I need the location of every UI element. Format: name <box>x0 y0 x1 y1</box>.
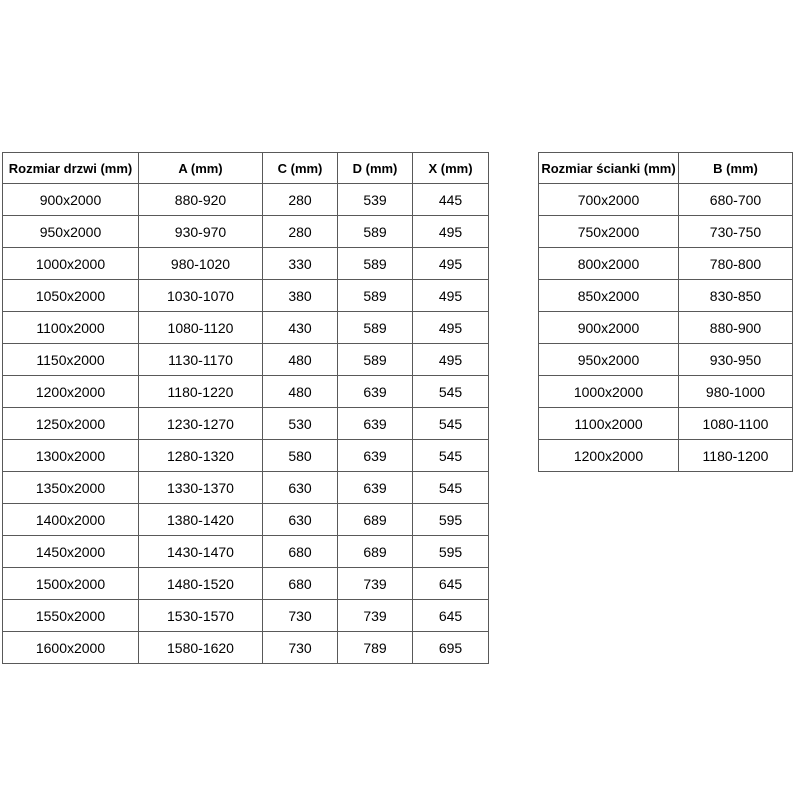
column-header: C (mm) <box>263 153 338 184</box>
table-cell: 1080-1120 <box>139 312 263 344</box>
table-row <box>3 280 489 312</box>
table-cell: 630 <box>263 472 338 504</box>
table-cell: 1580-1620 <box>139 632 263 664</box>
table-cell: 280 <box>263 216 338 248</box>
table-row <box>539 184 793 216</box>
table-cell: 1000x2000 <box>3 248 139 280</box>
table-cell: 1250x2000 <box>3 408 139 440</box>
table-cell: 1480-1520 <box>139 568 263 600</box>
table-cell: 1080-1100 <box>679 408 793 440</box>
table-cell: 780-800 <box>679 248 793 280</box>
table-cell: 950x2000 <box>539 344 679 376</box>
table-row <box>3 312 489 344</box>
column-header: Rozmiar drzwi (mm) <box>3 153 139 184</box>
table-row <box>3 376 489 408</box>
table-row <box>3 344 489 376</box>
table-row <box>3 600 489 632</box>
table-cell: 495 <box>413 312 489 344</box>
table-cell: 589 <box>338 344 413 376</box>
table-row <box>3 504 489 536</box>
table-cell: 430 <box>263 312 338 344</box>
table-cell: 595 <box>413 504 489 536</box>
table-cell: 645 <box>413 568 489 600</box>
table-cell: 1230-1270 <box>139 408 263 440</box>
table-cell: 1450x2000 <box>3 536 139 568</box>
table-cell: 445 <box>413 184 489 216</box>
table-cell: 1530-1570 <box>139 600 263 632</box>
table-cell: 545 <box>413 472 489 504</box>
wall-sizes-table <box>538 152 793 472</box>
table-row <box>3 472 489 504</box>
table-cell: 730 <box>263 600 338 632</box>
column-header: X (mm) <box>413 153 489 184</box>
table-cell: 1100x2000 <box>3 312 139 344</box>
table-cell: 280 <box>263 184 338 216</box>
table-row <box>539 376 793 408</box>
table-cell: 1400x2000 <box>3 504 139 536</box>
table-cell: 589 <box>338 216 413 248</box>
table-cell: 800x2000 <box>539 248 679 280</box>
table-cell: 950x2000 <box>3 216 139 248</box>
table-cell: 680-700 <box>679 184 793 216</box>
table-cell: 880-900 <box>679 312 793 344</box>
column-header: Rozmiar ścianki (mm) <box>539 153 679 184</box>
table-cell: 639 <box>338 408 413 440</box>
table-cell: 1280-1320 <box>139 440 263 472</box>
table-row <box>539 408 793 440</box>
table-cell: 689 <box>338 536 413 568</box>
table-cell: 880-920 <box>139 184 263 216</box>
table-cell: 495 <box>413 248 489 280</box>
header-row <box>539 153 793 184</box>
table-cell: 1050x2000 <box>3 280 139 312</box>
table-cell: 739 <box>338 600 413 632</box>
table-cell: 900x2000 <box>3 184 139 216</box>
table-cell: 639 <box>338 440 413 472</box>
table-cell: 1200x2000 <box>3 376 139 408</box>
door-sizes-table <box>2 152 489 664</box>
table-cell: 680 <box>263 536 338 568</box>
table-cell: 1430-1470 <box>139 536 263 568</box>
table-row <box>3 408 489 440</box>
table-row <box>3 632 489 664</box>
table-row <box>539 216 793 248</box>
table-cell: 580 <box>263 440 338 472</box>
table-row <box>539 312 793 344</box>
table-row <box>539 280 793 312</box>
table-cell: 495 <box>413 344 489 376</box>
column-header: B (mm) <box>679 153 793 184</box>
table-row <box>3 248 489 280</box>
table-cell: 380 <box>263 280 338 312</box>
table-cell: 1350x2000 <box>3 472 139 504</box>
column-header: A (mm) <box>139 153 263 184</box>
table-cell: 980-1020 <box>139 248 263 280</box>
table-cell: 1000x2000 <box>539 376 679 408</box>
table-cell: 1380-1420 <box>139 504 263 536</box>
table-cell: 1600x2000 <box>3 632 139 664</box>
table-cell: 695 <box>413 632 489 664</box>
table-cell: 545 <box>413 440 489 472</box>
table-cell: 480 <box>263 376 338 408</box>
table-cell: 495 <box>413 280 489 312</box>
wall-sizes-table-body <box>539 184 793 472</box>
table-cell: 1200x2000 <box>539 440 679 472</box>
table-cell: 689 <box>338 504 413 536</box>
table-cell: 1330-1370 <box>139 472 263 504</box>
table-cell: 850x2000 <box>539 280 679 312</box>
table-row <box>3 440 489 472</box>
table-row <box>3 536 489 568</box>
table-cell: 480 <box>263 344 338 376</box>
column-header: D (mm) <box>338 153 413 184</box>
table-cell: 495 <box>413 216 489 248</box>
table-cell: 639 <box>338 376 413 408</box>
table-cell: 530 <box>263 408 338 440</box>
table-cell: 1130-1170 <box>139 344 263 376</box>
table-cell: 900x2000 <box>539 312 679 344</box>
table-row <box>3 568 489 600</box>
table-cell: 930-950 <box>679 344 793 376</box>
table-row <box>539 344 793 376</box>
table-cell: 539 <box>338 184 413 216</box>
table-cell: 630 <box>263 504 338 536</box>
table-cell: 730 <box>263 632 338 664</box>
table-row <box>539 440 793 472</box>
table-cell: 1500x2000 <box>3 568 139 600</box>
table-cell: 545 <box>413 408 489 440</box>
table-cell: 1180-1200 <box>679 440 793 472</box>
table-cell: 830-850 <box>679 280 793 312</box>
table-cell: 1150x2000 <box>3 344 139 376</box>
table-cell: 1550x2000 <box>3 600 139 632</box>
table-row <box>539 248 793 280</box>
door-sizes-table-body <box>3 184 489 664</box>
table-cell: 1300x2000 <box>3 440 139 472</box>
table-cell: 1180-1220 <box>139 376 263 408</box>
table-cell: 545 <box>413 376 489 408</box>
table-cell: 739 <box>338 568 413 600</box>
door-sizes-table-header <box>3 153 489 184</box>
table-cell: 750x2000 <box>539 216 679 248</box>
table-cell: 639 <box>338 472 413 504</box>
table-cell: 1100x2000 <box>539 408 679 440</box>
table-cell: 645 <box>413 600 489 632</box>
table-cell: 980-1000 <box>679 376 793 408</box>
table-cell: 680 <box>263 568 338 600</box>
table-cell: 589 <box>338 248 413 280</box>
table-cell: 589 <box>338 312 413 344</box>
table-cell: 730-750 <box>679 216 793 248</box>
table-cell: 1030-1070 <box>139 280 263 312</box>
table-cell: 930-970 <box>139 216 263 248</box>
table-cell: 330 <box>263 248 338 280</box>
table-cell: 700x2000 <box>539 184 679 216</box>
table-row <box>3 216 489 248</box>
table-row <box>3 184 489 216</box>
wall-sizes-table-header <box>539 153 793 184</box>
table-cell: 595 <box>413 536 489 568</box>
table-cell: 789 <box>338 632 413 664</box>
header-row <box>3 153 489 184</box>
table-cell: 589 <box>338 280 413 312</box>
